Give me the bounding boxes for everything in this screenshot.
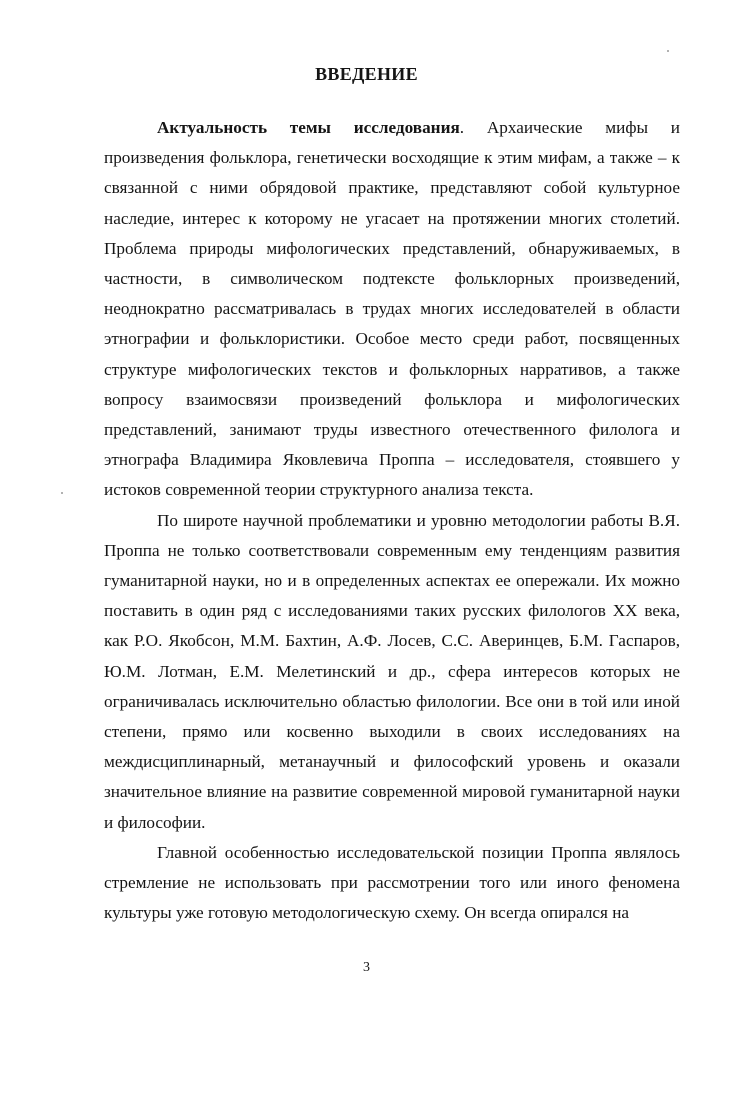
paragraph <box>104 838 680 929</box>
paragraph-lead: Актуальность темы исследования <box>157 118 460 137</box>
body-text <box>104 113 680 928</box>
page-title: ВВЕДЕНИЕ <box>315 64 418 84</box>
paragraph <box>104 506 680 838</box>
page-number: 3 <box>363 960 370 975</box>
scan-speck <box>667 50 669 52</box>
paragraph-text: . Архаические мифы и произведения фольклора, генетически восходящие к этим мифам, а также – к связанной с ними обрядовой практике, представляют собой культурное наследие, интерес к которому не угасает на протяжении многих столетий. Проблема природы мифологических представлений, обнаруживаемых, в частности, в символическом подтексте фольклорных произведений, неоднократно рассматривалась в трудах многих исследователей в области этнографии и фольклористики. Особое место среди работ, посвященных структуре мифологических текстов и фольклорных нарративов, а также вопросу взаимосвязи произведений фольклора и мифологических представлений, занимают труды известного отечественного филолога и этнографа Владимира Яковлевича Проппа – исследователя, стоявшего у истоков современной теории структурного анализа текста. <box>104 118 680 500</box>
paragraph-text: По широте научной проблематики и уровню методологии работы В.Я. Проппа не только соответствовали современным ему тенденциям развития гуманитарной науки, но и в определенных аспектах ее опережали. Их можно поставить в один ряд с исследованиями таких русских филологов XX века, как Р.О. Якобсон, М.М. Бахтин, А.Ф. Лосев, С.С. Аверинцев, Б.М. Гаспаров, Ю.М. Лотман, Е.М. Мелетинский и др., сфера интересов которых не ограничивалась исключительно областью филологии. Все они в той или иной степени, прямо или косвенно выходили в своих исследованиях на междисциплинарный, метанаучный и философский уровень и оказали значительное влияние на развитие современной мировой гуманитарной науки и философии. <box>104 510 680 832</box>
paragraph <box>104 113 680 506</box>
scan-speck <box>61 492 63 494</box>
paragraph-text: Главной особенностью исследовательской позиции Проппа являлось стремление не использовать при рассмотрении того или иного феномена культуры уже готовую методологическую схему. Он всегда опирался на <box>104 842 680 923</box>
